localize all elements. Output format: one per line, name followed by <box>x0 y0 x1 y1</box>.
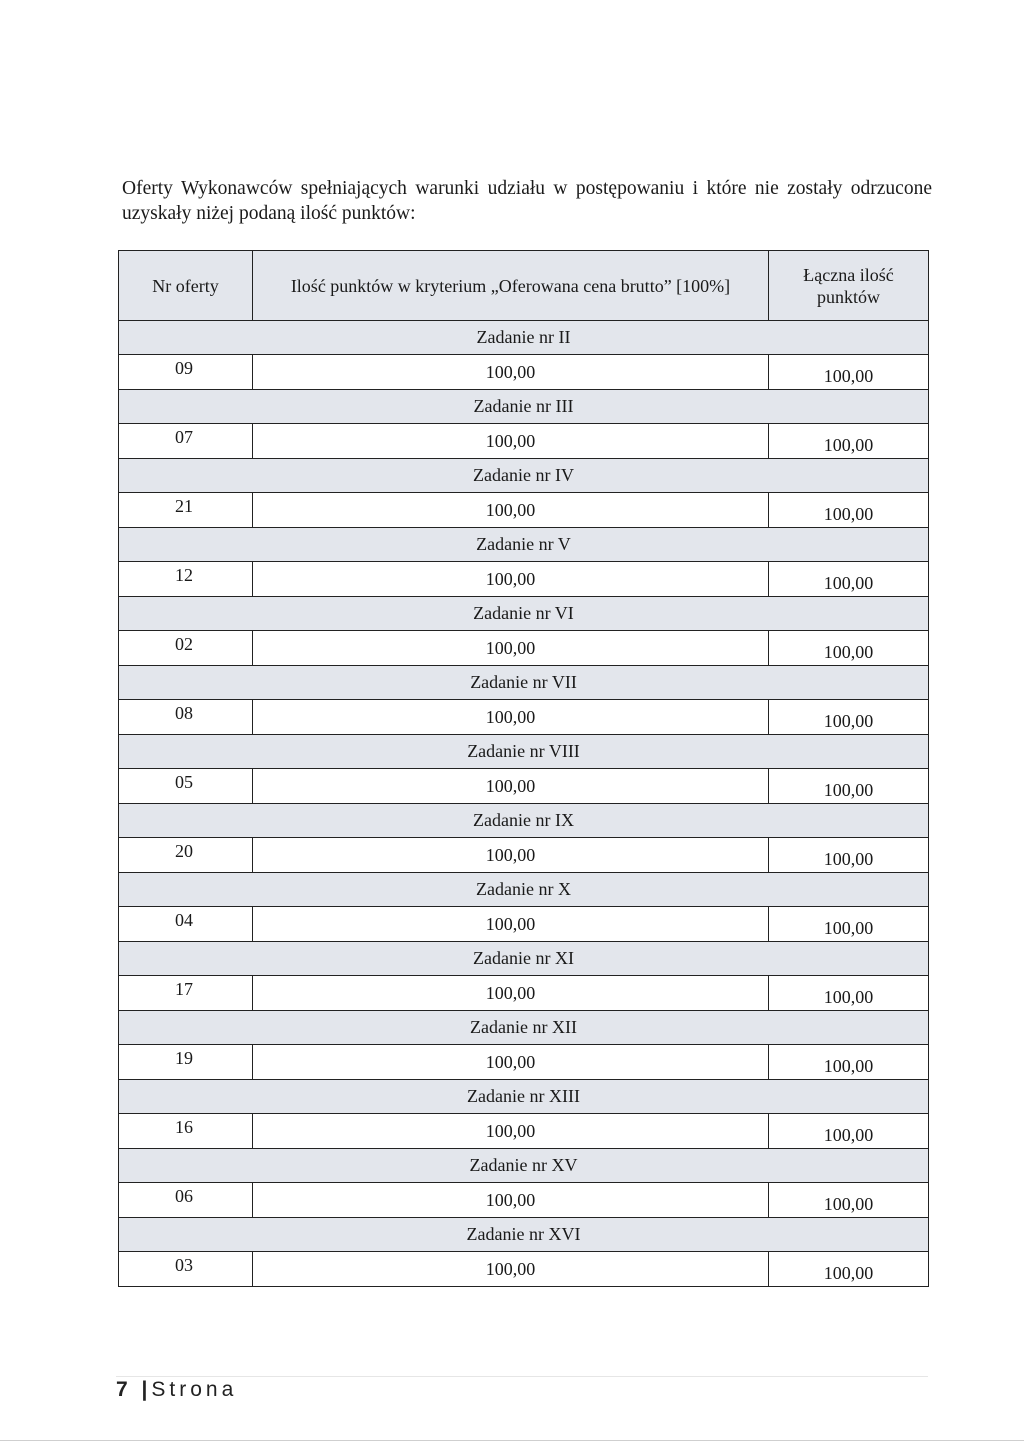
page-separator: | <box>141 1378 152 1401</box>
task-label: Zadanie nr XVI <box>119 1218 929 1252</box>
task-row <box>119 597 929 631</box>
task-label: Zadanie nr IX <box>119 804 929 838</box>
intro-paragraph: Oferty Wykonawców spełniających warunki udziału w postępowaniu i które nie zostały odrzucone uzyskały niżej podaną ilość punktów: <box>122 177 932 224</box>
header-offer-number: Nr oferty <box>119 251 253 321</box>
criterion-points-cell: 100,00 <box>253 769 769 804</box>
task-label: Zadanie nr II <box>119 321 929 355</box>
criterion-points-cell: 100,00 <box>253 355 769 390</box>
table-row <box>119 907 929 942</box>
total-points-cell: 100,00 <box>769 562 929 597</box>
offer-number-cell: 05 <box>119 769 253 804</box>
results-table <box>118 250 929 1287</box>
task-row <box>119 873 929 907</box>
table-header-row <box>119 251 929 321</box>
total-points-cell: 100,00 <box>769 355 929 390</box>
total-points-cell: 100,00 <box>769 976 929 1011</box>
task-row <box>119 321 929 355</box>
offer-number-cell: 02 <box>119 631 253 666</box>
criterion-points-cell: 100,00 <box>253 631 769 666</box>
offer-number-cell: 04 <box>119 907 253 942</box>
header-total-points: Łączna ilość punktów <box>769 251 929 321</box>
task-row <box>119 528 929 562</box>
task-row <box>119 666 929 700</box>
total-points-cell: 100,00 <box>769 631 929 666</box>
table-row <box>119 700 929 735</box>
task-row <box>119 459 929 493</box>
page-label: Strona <box>151 1378 238 1401</box>
table-row <box>119 1252 929 1287</box>
table-row <box>119 562 929 597</box>
criterion-points-cell: 100,00 <box>253 907 769 942</box>
offer-number-cell: 12 <box>119 562 253 597</box>
table-row <box>119 355 929 390</box>
criterion-points-cell: 100,00 <box>253 976 769 1011</box>
task-row <box>119 804 929 838</box>
offer-number-cell: 20 <box>119 838 253 873</box>
task-row <box>119 1149 929 1183</box>
offer-number-cell: 16 <box>119 1114 253 1149</box>
criterion-points-cell: 100,00 <box>253 700 769 735</box>
total-points-cell: 100,00 <box>769 1183 929 1218</box>
table-row <box>119 424 929 459</box>
footer-divider <box>116 1376 928 1377</box>
task-label: Zadanie nr VIII <box>119 735 929 769</box>
table-row <box>119 1183 929 1218</box>
offer-number-cell: 19 <box>119 1045 253 1080</box>
header-criterion-points: Ilość punktów w kryterium „Oferowana cena brutto” [100%] <box>253 251 769 321</box>
task-label: Zadanie nr X <box>119 873 929 907</box>
table-row <box>119 493 929 528</box>
offer-number-cell: 21 <box>119 493 253 528</box>
table-row <box>119 769 929 804</box>
task-label: Zadanie nr XI <box>119 942 929 976</box>
criterion-points-cell: 100,00 <box>253 493 769 528</box>
task-label: Zadanie nr III <box>119 390 929 424</box>
criterion-points-cell: 100,00 <box>253 1252 769 1287</box>
task-label: Zadanie nr IV <box>119 459 929 493</box>
task-row <box>119 1218 929 1252</box>
table-row <box>119 976 929 1011</box>
task-label: Zadanie nr V <box>119 528 929 562</box>
total-points-cell: 100,00 <box>769 424 929 459</box>
offer-number-cell: 08 <box>119 700 253 735</box>
offer-number-cell: 17 <box>119 976 253 1011</box>
page-number: 7 <box>116 1378 132 1401</box>
total-points-cell: 100,00 <box>769 1045 929 1080</box>
bottom-rule <box>0 1440 1024 1441</box>
task-row <box>119 942 929 976</box>
total-points-cell: 100,00 <box>769 1114 929 1149</box>
total-points-cell: 100,00 <box>769 769 929 804</box>
task-label: Zadanie nr VII <box>119 666 929 700</box>
criterion-points-cell: 100,00 <box>253 1183 769 1218</box>
criterion-points-cell: 100,00 <box>253 562 769 597</box>
total-points-cell: 100,00 <box>769 493 929 528</box>
offer-number-cell: 03 <box>119 1252 253 1287</box>
offer-number-cell: 07 <box>119 424 253 459</box>
criterion-points-cell: 100,00 <box>253 424 769 459</box>
task-row <box>119 1080 929 1114</box>
offer-number-cell: 09 <box>119 355 253 390</box>
task-label: Zadanie nr VI <box>119 597 929 631</box>
task-row <box>119 735 929 769</box>
page-footer <box>116 1378 237 1402</box>
table-row <box>119 838 929 873</box>
table-row <box>119 631 929 666</box>
criterion-points-cell: 100,00 <box>253 1114 769 1149</box>
table-row <box>119 1114 929 1149</box>
table-row <box>119 1045 929 1080</box>
total-points-cell: 100,00 <box>769 838 929 873</box>
offer-number-cell: 06 <box>119 1183 253 1218</box>
task-label: Zadanie nr XII <box>119 1011 929 1045</box>
task-label: Zadanie nr XIII <box>119 1080 929 1114</box>
task-row <box>119 390 929 424</box>
total-points-cell: 100,00 <box>769 907 929 942</box>
table-body <box>119 321 929 1287</box>
task-label: Zadanie nr XV <box>119 1149 929 1183</box>
criterion-points-cell: 100,00 <box>253 1045 769 1080</box>
total-points-cell: 100,00 <box>769 700 929 735</box>
total-points-cell: 100,00 <box>769 1252 929 1287</box>
criterion-points-cell: 100,00 <box>253 838 769 873</box>
task-row <box>119 1011 929 1045</box>
